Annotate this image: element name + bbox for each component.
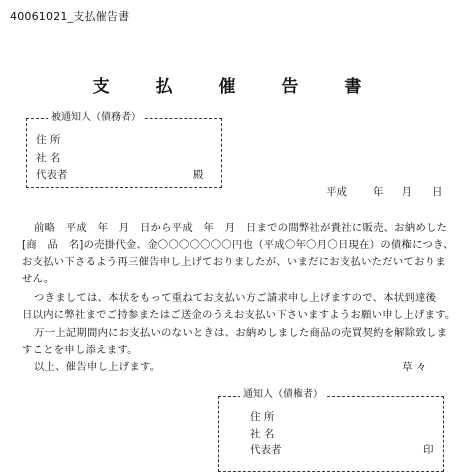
document-title: 支 払 催 告 書 [92, 77, 382, 97]
body-line: お支払い下さるよう再三催告申し上げておりましたが、いまだにお支払いただいておりま [22, 256, 446, 268]
date-era: 平成 [326, 186, 347, 198]
sender-company-label: 社 名 [250, 428, 275, 440]
body-line: つきましては、本状をもって重ねてお支払い方ご請求申し上げますので、本状到達後 [34, 292, 437, 304]
body-line: 前略 平成 年 月 日から平成 年 月 日までの間弊社が貴社に販売、お納めした [34, 222, 448, 234]
recipient-company-label: 社 名 [36, 152, 61, 164]
body-line: 日以内に弊社までご持参またはご送金のうえお支払い下さいますようお願い申し上げます。 [22, 309, 456, 321]
body-line: [商 品 名]の売掛代金、金〇〇〇〇〇〇〇円也（平成〇年〇月〇日現在）の債権につき、 [22, 239, 454, 251]
date-day: 日 [432, 186, 443, 198]
sender-address-label: 住 所 [250, 411, 275, 423]
body-line: 以上、催告申し上げます。 [34, 361, 161, 373]
sender-representative-label: 代表者 [250, 444, 282, 456]
body-line: せん。 [22, 273, 55, 285]
body-line: すことを申し添えます。 [22, 344, 138, 356]
recipient-box-caption: 被通知人（債務者） [48, 112, 144, 124]
date-month: 月 [401, 186, 412, 198]
sender-box-caption: 通知人（債権者） [240, 389, 326, 401]
closing-phrase: 草 々 [402, 361, 427, 373]
date-line [326, 186, 443, 198]
file-label: 40061021_支払催告書 [10, 10, 130, 23]
body-line: 万一上記期間内にお支払いのないときは、お納めしました商品の売買契約を解除致しま [34, 327, 448, 339]
seal-mark: 印 [423, 444, 434, 456]
recipient-honorific: 殿 [193, 169, 204, 181]
date-year: 年 [373, 186, 384, 198]
recipient-address-label: 住 所 [36, 134, 61, 146]
recipient-representative-label: 代表者 [36, 169, 68, 181]
